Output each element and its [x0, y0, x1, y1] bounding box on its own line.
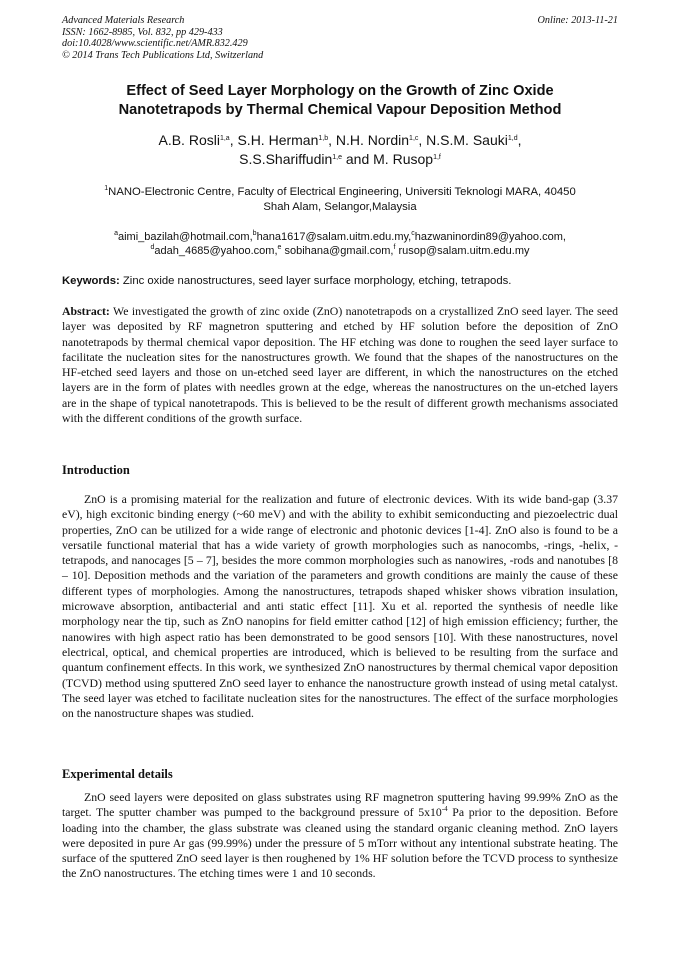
- author-affil-mark: 1,f: [433, 154, 441, 161]
- email-link[interactable]: aimi_bazilah@hotmail.com,: [117, 231, 253, 243]
- author-name: M. Rusop: [373, 151, 434, 167]
- title-line-1: Effect of Seed Layer Morphology on the Growth of Zinc Oxide: [126, 83, 554, 99]
- affiliation-text: NANO-Electronic Centre, Faculty of Electrical Engineering, Universiti Teknologi MARA, 40450: [108, 186, 576, 198]
- keywords-label: Keywords:: [62, 275, 120, 287]
- experimental-heading: Experimental details: [62, 767, 173, 781]
- author-affil-mark: 1,d: [507, 135, 518, 142]
- emails-line-2: [62, 244, 618, 258]
- experimental-text-b: Pa prior to the deposition. Before loading into the chamber, the glass substrate was cleaned using the standard organic cleaning method. ZnO layers were deposited in pure Ar gas (99.99%) under the pressure of 5 mTorr without any intentional substrate heating. The surface of the sputtered ZnO seed layer is then roughened by 1% HF solution before the TCVD process to synthesize the ZnO nanostructures. The etching times were 1 and 10 seconds.: [62, 805, 618, 881]
- author-list: [62, 131, 618, 169]
- email-link[interactable]: hazwaninordin89@yahoo.com,: [414, 231, 566, 243]
- author-emails: [62, 230, 618, 258]
- introduction-heading: Introduction: [62, 463, 130, 477]
- email-mark: c: [411, 230, 415, 237]
- journal-name: Advanced Materials Research: [62, 15, 185, 26]
- author-affil-mark: 1,e: [332, 154, 342, 161]
- introduction-paragraph: ZnO is a promising material for the realization and future of electronic devices. With its wide band-gap (3.37 eV), high excitonic binding energy (~60 meV) and with the ability to exhibit semiconducting and piezoelectric dual properties, ZnO can be utilized for a wide range of electronic and photonic devices [1-4]. ZnO also is found to be a versatile functional material that has a wide variety of growth morphologies such as nanocombs, -rings, -helix, -tetrapods, and nanocages [5 – 7], besides the more common morphologies such as nanowires, -rods and nanotubes [8 – 10]. Deposition methods and the variation of the parameters and growth conditions are mainly the cause of these different types of morphologies. Among the nanostructures, tetrapods shaped whisker shows vibration insulation, microwave absorption, antibacterial and anti static effect [11]. Xu et al. reported the synthesis of needle like morphology near the tip, such as ZnO nanopins for field emitter cathod [12] of high emission efficiency; further, the nanowires with high aspect ratio has been demonstrated to be good sensors [10]. With these nanostructures, novel electrical, optical, and chemical properties are introduced, which is believed to be resulting from the surface and quantum confinement effects. In this work, we synthesized ZnO nanostructures by thermal chemical vapor deposition (TCVD) method using sputtered ZnO seed layer to enhance the nanostructure growth instead of using metal catalyst. The seed layer was etched to facilitate nucleation sites for the nanostructures. The effect of the surface morphologies on the nanostructure shapes was studied.: [62, 492, 618, 721]
- email-link[interactable]: sobihana@gmail.com,: [281, 245, 394, 257]
- author-affil-mark: 1,c: [409, 135, 419, 142]
- author-name: N.H. Nordin: [335, 132, 410, 148]
- paper-title: [62, 82, 618, 120]
- email-link[interactable]: adah_4685@yahoo.com,: [154, 245, 278, 257]
- email-link[interactable]: hana1617@salam.uitm.edu.my,: [256, 231, 412, 243]
- email-link[interactable]: rusop@salam.uitm.edu.my: [395, 245, 530, 257]
- keywords-text: Zinc oxide nanostructures, seed layer surface morphology, etching, tetrapods.: [119, 275, 512, 287]
- affiliation-line-2: Shah Alam, Selangor,Malaysia: [263, 201, 417, 213]
- author-affil-mark: 1,a: [219, 135, 230, 142]
- email-mark: a: [114, 230, 118, 237]
- email-mark: e: [277, 244, 282, 251]
- affiliation-mark: 1: [104, 185, 109, 192]
- keywords: [62, 274, 618, 288]
- title-line-2: Nanotetrapods by Thermal Chemical Vapour Deposition Method: [118, 102, 562, 118]
- author-affil-mark: 1,b: [318, 135, 329, 142]
- exponent: -4: [441, 805, 448, 814]
- email-mark: d: [150, 244, 155, 251]
- authors-line-1: A.B. Rosli$^{1,a}$, S.H. Herman$^{1,b}$, N.H. Nordin$^{1,c}$, N.S.M. Sauki$^{1,d}$,: [158, 132, 522, 148]
- copyright-line: © 2014 Trans Tech Publications Ltd, Switzerland: [62, 49, 264, 61]
- author-name: A.B. Rosli: [158, 132, 220, 148]
- author-name: N.S.M. Sauki: [426, 132, 508, 148]
- email-mark: b: [252, 230, 257, 237]
- affiliation: [62, 185, 618, 215]
- affiliation-line-1: [62, 185, 618, 200]
- experimental-body: [62, 790, 618, 882]
- author-name: S.H. Herman: [237, 132, 319, 148]
- issn-line: ISSN: 1662-8985, Vol. 832, pp 429-433: [62, 26, 223, 38]
- online-date: Online: 2013-11-21: [537, 15, 618, 26]
- authors-line-2: [62, 150, 618, 169]
- abstract-text: We investigated the growth of zinc oxide (ZnO) nanotetrapods on a crystallized ZnO seed layer. The seed layer was deposited by RF magnetron sputtering and etched by HF solution before the deposition of ZnO nanotetrapods by thermal chemical vapor deposition. The HF etching was done to roughen the seed layer surface to facilitate the nucleation sites for the nanostructures growth. We found that the shapes of the nanostructures on the HF-etched seed layers and those on un-etched seed layer are different, in which the nanostructures on the etched layers are in the form of plates with needles grown at the edge, whereas the nanostructures on the un-etched layers are in the shape of typical nanotetrapods. This is believed to be the result of different growth mechanisms associated with the different conditions of the growth surface.: [62, 304, 618, 426]
- experimental-text-a: ZnO seed layers were deposited on glass substrates using RF magnetron sputtering having 99.99% ZnO as the target. The sputter chamber was pumped to the background pressure of 5x10: [62, 790, 618, 820]
- email-mark: f: [393, 244, 396, 251]
- journal-header: [62, 15, 618, 61]
- emails-line-1: [62, 230, 618, 244]
- doi-line: doi:10.4028/www.scientific.net/AMR.832.429: [62, 38, 248, 49]
- experimental-paragraph: [62, 790, 618, 882]
- author-name: S.S.Shariffudin: [239, 151, 333, 167]
- abstract-label: Abstract:: [62, 304, 110, 318]
- introduction-body: [62, 492, 618, 721]
- author-conjunction: and: [345, 151, 370, 167]
- abstract: [62, 304, 618, 426]
